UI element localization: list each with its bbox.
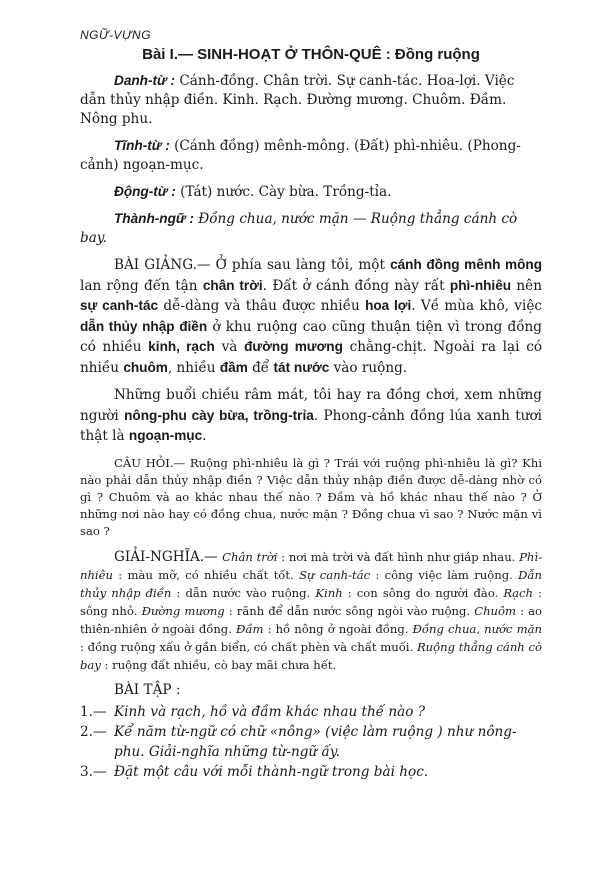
text-run: Những buổi chiều râm mát, tôi hay ra đồng chơi, xem những người xyxy=(80,387,542,424)
glossary-term: Ruộng thẳng cánh cò bay xyxy=(80,639,542,672)
lesson-paragraph-1 xyxy=(80,255,542,378)
emphasis-term: đường mương xyxy=(244,339,343,354)
section-header: NGỮ-VỰNG xyxy=(80,28,152,42)
emphasis-term: đầm xyxy=(219,359,248,375)
vocab-text: (Tát) nước. Cày bừa. Trồng-tỉa. xyxy=(180,184,392,200)
emphasis-term: phì-nhiêu xyxy=(449,277,512,293)
exercise-text: Kinh và rạch, hồ và đầm khác nhau thế nào ? xyxy=(114,703,426,720)
exercise-number: 3.— xyxy=(80,763,107,780)
glossary-text: : màu mỡ, có nhiều chất tốt. xyxy=(112,567,300,582)
text-run: để xyxy=(247,359,274,376)
glossary-text: : dẫn nước vào ruộng. xyxy=(171,585,316,600)
text-run: . Về mùa khô, việc xyxy=(411,298,542,314)
text-run: nên xyxy=(511,277,542,294)
emphasis-term: sự canh-tác xyxy=(80,298,159,313)
text-run: BÀI GIẢNG.— Ở phía sau làng tôi, một xyxy=(114,257,391,273)
glossary-term: Chân trời xyxy=(222,549,278,564)
glossary-term: Kinh xyxy=(315,585,343,600)
lesson-paragraph-2 xyxy=(80,386,542,447)
glossary-term: Rạch xyxy=(503,585,533,600)
emphasis-term: dẫn thủy nhập điền xyxy=(80,318,208,334)
vocab-label: Tĩnh-từ : xyxy=(114,138,170,153)
glossary-term: Dẫn thủy nhập điền xyxy=(80,567,542,600)
glossary-text: : đồng ruộng xấu ở gần biển, có chất phèn và chất muối. xyxy=(80,639,417,654)
text-run: chằng-chịt. Ngoài ra lại có nhiều xyxy=(80,339,543,376)
glossary-term: Chuôm xyxy=(474,603,516,618)
vocab-danh-tu xyxy=(80,71,542,129)
exercise-list xyxy=(80,702,542,782)
vocab-tinh-tu xyxy=(80,136,542,175)
vocab-label: Danh-từ : xyxy=(114,73,176,88)
text-run: . Phong-cảnh đồng lúa xanh tươi thật là xyxy=(80,407,542,444)
glossary-term: Phì-nhiêu xyxy=(80,549,543,582)
vocab-text: Đồng chua, nước mặn — Ruộng thẳng cánh cò bay. xyxy=(80,211,518,246)
glossary-term: Đồng chua, nước mặn xyxy=(412,621,542,636)
glossary-text: GIẢI-NGHĨA.— xyxy=(114,548,223,565)
emphasis-term: hoa lợi xyxy=(365,298,412,313)
glossary-term: Đầm xyxy=(236,621,264,636)
glossary-text: : nơi mà trời và đất hình như giáp nhau. xyxy=(277,549,520,564)
exercise-text: Đặt một câu với mỗi thành-ngữ trong bài học. xyxy=(114,763,429,780)
exercise-number: 2.— xyxy=(80,723,107,740)
glossary-text: : hồ nông ở ngoài đồng. xyxy=(263,621,413,636)
glossary-text: : ruộng đất nhiều, cò bay mãi chưa hết. xyxy=(100,657,337,672)
text-run: . Đất ở cánh đồng này rất xyxy=(262,277,450,294)
glossary-text: : sông nhỏ. xyxy=(80,585,543,618)
vocab-text: (Cánh đồng) mênh-mông. (Đất) phì-nhiêu. (Phong-cảnh) ngoạn-mục. xyxy=(80,138,521,173)
vocab-dong-tu xyxy=(80,182,542,202)
glossary-text: : con sông do người đào. xyxy=(342,585,504,600)
questions: CÂU HỎI.— Ruộng phì-nhiêu là gì ? Trái với ruộng phì-nhiêu là gì? Khi nào phải dẫn thủy nhập điền ? Việc dẫn thủy nhập điền được dễ-dàng nhờ có gì ? Chuôm và ao khác nhau thế nào ? Đầm và hồ khác nhau thế nào ? Ở những nơi nào hay có đồng chua, nước mặn ? Đồng chua vì sao ? Nước mặn vì sao ? xyxy=(80,455,542,538)
exercise-item xyxy=(80,762,542,782)
exercise-item xyxy=(80,722,542,762)
exercise-item xyxy=(80,702,542,722)
glossary xyxy=(80,548,542,674)
emphasis-term: chuôm xyxy=(123,359,168,375)
text-run: lan rộng đến tận xyxy=(80,277,203,294)
emphasis-term: kinh, rạch xyxy=(148,339,215,354)
text-run: . xyxy=(202,428,207,444)
text-run: vào ruộng. xyxy=(329,359,408,376)
glossary-text: : công việc làm ruộng. xyxy=(370,567,519,582)
emphasis-term: cánh đồng mênh mông xyxy=(390,257,542,272)
vocab-label: Thành-ngữ : xyxy=(114,211,194,226)
emphasis-term: ngoạn-mục xyxy=(128,428,203,443)
glossary-term: Đường mương xyxy=(141,603,225,618)
text-run: ở khu ruộng cao cũng thuận tiện vì trong đồng có nhiều xyxy=(80,318,543,355)
lesson-title: Bài I.— SINH-HOẠT Ở THÔN-QUÊ : Đồng ruộng xyxy=(142,46,480,63)
vocabulary-list xyxy=(80,71,542,248)
exercises-heading: BÀI TẬP : xyxy=(114,681,181,698)
vocab-text: Cánh-đồng. Chân trời. Sự canh-tác. Hoa-lợi. Việc dẫn thủy nhập điền. Kinh. Rạch. Đường mương. Chuôm. Đầm. Nông phu. xyxy=(80,73,515,127)
glossary-text: : ao thiên-nhiên ở ngoài đồng. xyxy=(80,603,542,636)
text-run: và xyxy=(214,339,245,355)
glossary-term: Sự canh-tác xyxy=(299,567,371,582)
emphasis-term: tát nước xyxy=(273,359,330,375)
vocab-thanh-ngu xyxy=(80,209,542,248)
text-run: , nhiều xyxy=(167,359,220,376)
emphasis-term: chân trời xyxy=(202,277,263,293)
exercise-number: 1.— xyxy=(80,703,107,720)
exercise-text: Kể năm từ-ngữ có chữ «nông» (việc làm ruộng ) như nông-phu. Giải-nghĩa những từ-ngữ ấy. xyxy=(114,723,517,760)
emphasis-term: nông-phu cày bừa, trồng-trỉa xyxy=(124,407,314,423)
text-run: dễ-dàng và thâu được nhiều xyxy=(158,298,366,314)
glossary-text: : rãnh để dẫn nước sông ngòi vào ruộng. xyxy=(224,603,475,618)
vocab-label: Động-từ : xyxy=(114,184,176,199)
